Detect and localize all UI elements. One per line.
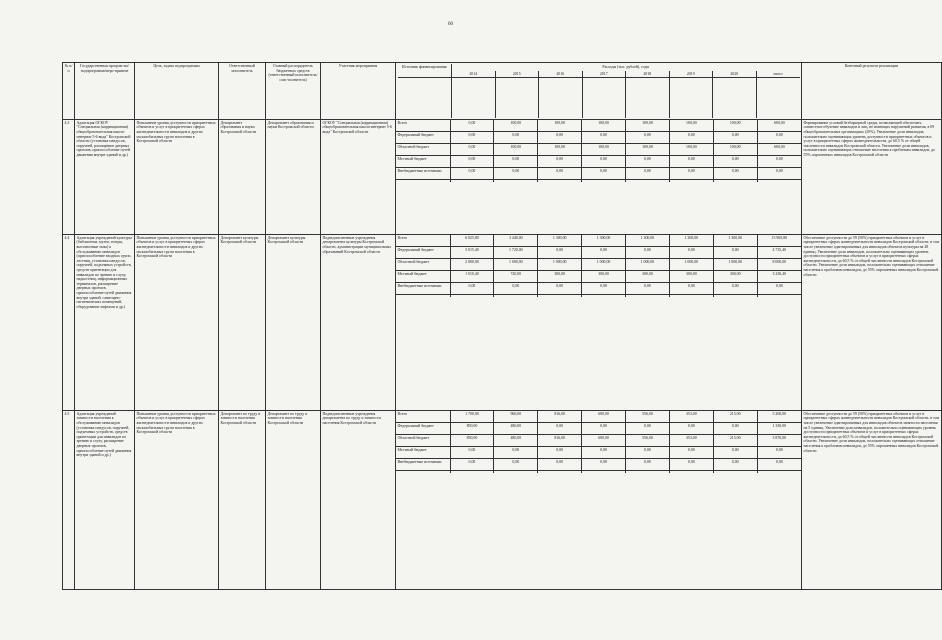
header-manager: Главный распорядитель бюджетных средств (ответственный исполнитель/соис-полнитель) (266, 63, 321, 120)
funding-value: 0,00 (538, 247, 582, 259)
funding-value: 0,00 (494, 132, 538, 144)
row-funding (396, 410, 802, 589)
funding-value: 3 015,40 (450, 247, 494, 259)
header-year: 2015 (495, 71, 539, 78)
funding-value: 1 300,00 (582, 235, 626, 247)
funding-value: 215,00 (713, 411, 757, 423)
funding-value: 600,00 (582, 411, 626, 423)
funding-value: 600,00 (757, 120, 801, 132)
funding-value: 100,00 (494, 144, 538, 156)
funding-value: 300,00 (669, 271, 713, 283)
row-funding (396, 119, 802, 234)
funding-value: 1 000,00 (626, 259, 670, 271)
funding-value: 300,00 (582, 271, 626, 283)
funding-source: Всего (396, 120, 450, 132)
funding-value: 720,00 (494, 271, 538, 283)
funding-value: 0,00 (582, 447, 626, 459)
funding-value: 850,00 (450, 423, 494, 435)
funding-value: 0,00 (669, 447, 713, 459)
funding-value: 0,00 (757, 447, 801, 459)
funding-value: 0,00 (713, 132, 757, 144)
funding-value: 0,00 (538, 423, 582, 435)
row-executor: Департамент культуры Костромской области (219, 234, 266, 410)
funding-row (396, 156, 801, 168)
header-year: 2020 (713, 71, 757, 78)
funding-value: 480,00 (494, 435, 538, 447)
funding-value: 100,00 (538, 144, 582, 156)
funding-row (396, 423, 801, 435)
funding-value: 1 700,00 (450, 411, 494, 423)
header-participant: Участник мероприятия (321, 63, 396, 120)
header-num: № п/п (63, 63, 75, 120)
funding-source: Внебюджетные источники (396, 459, 450, 471)
funding-row (396, 120, 801, 132)
funding-value: 0,00 (757, 459, 801, 471)
row-program: Адаптация учреждений занятости населения к обслуживанию инвалидов (установка пандусов, поручней, подъемных устройств, средств ориентации для инвалидов по зрению и слуху, расширение дверных проемов, приспособление путей движения внутри зданий и др.) (75, 410, 135, 589)
funding-value: 0,00 (538, 447, 582, 459)
funding-value: 100,00 (494, 120, 538, 132)
funding-value: 100,00 (713, 144, 757, 156)
funding-value: 0,00 (757, 283, 801, 295)
funding-value: 0,00 (757, 156, 801, 168)
row-goal: Повышение уровня доступности приоритетных объектов и услуг в приоритетных сферах жизнедеятельности инвалидов и других маломобильных групп населения в Костромской области (135, 410, 219, 589)
funding-value: 2 000,00 (450, 259, 494, 271)
funding-value: 0,00 (582, 283, 626, 295)
funding-value: 0,00 (450, 156, 494, 168)
funding-value: 1 720,00 (494, 247, 538, 259)
funding-value: 1 300,00 (626, 235, 670, 247)
funding-row (396, 168, 801, 180)
funding-row (396, 132, 801, 144)
row-result: Обеспечение доступности до 59 (50%) приоритетных объектов и услуг в приоритетных сферах жизнедеятельности инвалидов Костромской области, в том числе увеличение адаптированных для инвалидов объектов культуры на 28 единиц. Увеличение доли инвалидов, положительно оценивающих уровень доступности приоритетных объектов и услуг в приоритетных сферах жизнедеятельности, до 60,5 % от общей численности инвалидов Костромской области. Увеличение доли инвалидов, положительно оценивающих отношение населения к проблемам инвалидов, до 55% опрошенных инвалидов Костромской области (802, 234, 942, 410)
funding-value: 0,00 (582, 459, 626, 471)
row-manager: Департамент по труду и занятости населения Костромской области (266, 410, 321, 589)
row-funding (396, 234, 802, 410)
funding-value: 0,00 (450, 144, 494, 156)
funding-source: Местный бюджет (396, 271, 450, 283)
funding-source: Местный бюджет (396, 447, 450, 459)
funding-value: 1 000,00 (494, 259, 538, 271)
funding-row (396, 235, 801, 247)
funding-source: Всего (396, 411, 450, 423)
funding-value: 1 000,00 (669, 259, 713, 271)
funding-value: 1 000,00 (713, 259, 757, 271)
funding-value: 1 330,00 (757, 423, 801, 435)
funding-value: 0,00 (494, 156, 538, 168)
funding-value: 0,00 (538, 168, 582, 180)
header-executor: Ответственный исполнитель (219, 63, 266, 120)
funding-source: Всего (396, 235, 450, 247)
funding-value: 3 870,00 (757, 435, 801, 447)
funding-value: 0,00 (713, 168, 757, 180)
funding-value: 100,00 (669, 144, 713, 156)
funding-value: 0,00 (626, 247, 670, 259)
row-result: Обеспечение доступности до 59 (50%) приоритетных объектов и услуг в приоритетных сферах жизнедеятельности инвалидов Костромской области, в том числе увеличение адаптированных для инвалидов объектов занятости населения на 5 единиц. Увеличение доли инвалидов, положительно оценивающих уровень доступности приоритетных объектов и услуг в приоритетных сферах жизнедеятельности, до 60,5 % от общей численности инвалидов Костромской области. Увеличение доли инвалидов, положительно оценивающих отношение населения к проблемам инвалидов, до 55% опрошенных инвалидов Костромской области (802, 410, 942, 589)
funding-source: Областной бюджет (396, 144, 450, 156)
funding-value: 0,00 (494, 459, 538, 471)
funding-value: 0,00 (626, 283, 670, 295)
funding-value: 0,00 (626, 156, 670, 168)
row-goal: Повышение уровня доступности приоритетных объектов и услуг в приоритетных сферах жизнедеятельности инвалидов и других маломобильных групп населения в Костромской области (135, 234, 219, 410)
funding-value: 0,00 (582, 156, 626, 168)
header-funding (396, 63, 802, 120)
funding-source: Федеральный бюджет (396, 423, 450, 435)
row-participant: Подведомственные учреждения департамента культуры Костромской области, администрации муниципальных образований Костромской области (321, 234, 396, 410)
funding-value: 6 025,80 (450, 235, 494, 247)
funding-row (396, 459, 801, 471)
program-row (63, 234, 942, 410)
funding-row (396, 283, 801, 295)
funding-value: 100,00 (626, 120, 670, 132)
funding-value: 0,00 (757, 132, 801, 144)
funding-value: 960,00 (494, 411, 538, 423)
funding-value: 0,00 (494, 447, 538, 459)
header-year: 2019 (669, 71, 713, 78)
funding-value: 0,00 (450, 168, 494, 180)
funding-value: 100,00 (626, 144, 670, 156)
funding-value: 0,00 (538, 156, 582, 168)
funding-value: 100,00 (538, 120, 582, 132)
funding-value: 15 965,80 (757, 235, 801, 247)
funding-value: 300,00 (713, 271, 757, 283)
header-source: Источник финансирования (398, 64, 452, 78)
header-year: 2018 (626, 71, 670, 78)
funding-row (396, 411, 801, 423)
row-participant: ОГКОУ "Специальная (коррекционная) общеобразовательная школа-интернат 5-6 вида" Костромской области (321, 119, 396, 234)
funding-value: 100,00 (582, 144, 626, 156)
funding-value: 0,00 (669, 247, 713, 259)
funding-value: 8 000,00 (757, 259, 801, 271)
funding-value: 300,00 (538, 271, 582, 283)
row-participant: Подведомственные учреждения департамента по труду и занятости населения Костромской области (321, 410, 396, 589)
funding-value: 353,00 (669, 435, 713, 447)
page-number: 60 (448, 22, 453, 27)
header-year: итого (756, 71, 800, 78)
row-executor: Департамент по труду и занятости населения Костромской области (219, 410, 266, 589)
funding-row (396, 144, 801, 156)
funding-value: 0,00 (669, 459, 713, 471)
funding-value: 3 230,40 (757, 271, 801, 283)
funding-value: 850,00 (450, 435, 494, 447)
header-year: 2014 (452, 71, 496, 78)
funding-row (396, 271, 801, 283)
funding-value: 480,00 (494, 423, 538, 435)
header-result: Конечный результат реализации (802, 63, 942, 120)
funding-value: 556,00 (626, 435, 670, 447)
funding-value: 0,00 (669, 283, 713, 295)
funding-value: 0,00 (713, 459, 757, 471)
row-goal: Повышение уровня доступности приоритетных объектов и услуг в приоритетных сферах жизнедеятельности инвалидов и других маломобильных групп населения в Костромской области (135, 119, 219, 234)
funding-source: Областной бюджет (396, 435, 450, 447)
funding-source: Федеральный бюджет (396, 132, 450, 144)
funding-value: 100,00 (669, 120, 713, 132)
funding-value: 353,00 (669, 411, 713, 423)
funding-value: 0,00 (538, 459, 582, 471)
header-year: 2016 (539, 71, 583, 78)
header-costs: Расходы (тыс. рублей), годы (602, 65, 650, 69)
funding-value: 100,00 (713, 120, 757, 132)
program-row (63, 119, 942, 234)
funding-value: 0,00 (582, 423, 626, 435)
row-program: Адаптация ОГКОУ "Специальная (коррекционная) общеобразовательная школа-интернат 5-6 вида" Костромской области (установка пандусов, поручней, расширение дверных проемов, приспособление путей движения внутри зданий и др.) (75, 119, 135, 234)
funding-value: 3 440,00 (494, 235, 538, 247)
funding-value: 816,00 (538, 411, 582, 423)
row-number: 4.5 (63, 410, 75, 589)
funding-value: 0,00 (450, 283, 494, 295)
funding-value: 0,00 (713, 283, 757, 295)
row-executor: Департамент образования и науки Костромской области (219, 119, 266, 234)
funding-value: 0,00 (669, 132, 713, 144)
funding-value: 0,00 (626, 423, 670, 435)
funding-value: 556,00 (626, 411, 670, 423)
funding-value: 5 200,00 (757, 411, 801, 423)
funding-value: 0,00 (669, 156, 713, 168)
row-manager: Департамент культуры Костромской области (266, 234, 321, 410)
funding-value: 0,00 (450, 447, 494, 459)
row-result: Формирование условий безбарьерной среды, позволяющей обеспечить совместное обучение инвалидов и лиц, не имеющих нарушений развития, в 69 общеобразовательных организациях (20%). Увеличение доли инвалидов, положительно оценивающих уровень доступности приоритетных объектов и услуг в приоритетных сферах жизнедеятельности, до 60,5 % от общей численности инвалидов Костромской области. Увеличение доли инвалидов, положительно оценивающих отношение населения к проблемам инвалидов, до 55% опрошенных инвалидов Костромской области (802, 119, 942, 234)
funding-value: 0,00 (450, 459, 494, 471)
funding-source: Внебюджетные источники (396, 168, 450, 180)
header-program: Государственная програм-ма/подпрограмма/меро-приятие (75, 63, 135, 120)
funding-source: Местный бюджет (396, 156, 450, 168)
header-goal: Цель, задача подпрограммы (135, 63, 219, 120)
funding-value: 4 735,40 (757, 247, 801, 259)
funding-value: 0,00 (626, 447, 670, 459)
header-year: 2017 (582, 71, 626, 78)
funding-row (396, 435, 801, 447)
funding-value: 0,00 (713, 156, 757, 168)
funding-value: 0,00 (626, 132, 670, 144)
funding-source: Федеральный бюджет (396, 247, 450, 259)
funding-value: 0,00 (494, 283, 538, 295)
funding-value: 0,00 (494, 168, 538, 180)
funding-value: 0,00 (582, 168, 626, 180)
funding-value: 1 300,00 (669, 235, 713, 247)
program-row (63, 410, 942, 589)
funding-value: 215,00 (713, 435, 757, 447)
program-table (62, 62, 942, 590)
row-program: Адаптация учреждений культуры (библиотеки, музеи, театры, выставочные залы) к обслуживанию инвалидов (приспособление входных групп, лестниц, установка пандусов, поручней, подъемных устройств, средств ориентации для инвалидов по зрению и слуху, надкостниц, информационных терминалов, расширение дверных проемов, приспособление путей движения внутри зданий, санитарно-гигиенических помещений, оборудование лифтами и др.) (75, 234, 135, 410)
funding-value: 0,00 (669, 168, 713, 180)
funding-value: 0,00 (582, 247, 626, 259)
funding-value: 1 000,00 (582, 259, 626, 271)
row-manager: Департамент образования и науки Костромской области (266, 119, 321, 234)
funding-row (396, 247, 801, 259)
funding-value: 1 300,00 (538, 235, 582, 247)
funding-source: Внебюджетные источники (396, 283, 450, 295)
funding-value: 0,00 (713, 247, 757, 259)
funding-value: 0,00 (713, 447, 757, 459)
funding-value: 600,00 (582, 435, 626, 447)
row-number: 4.4 (63, 234, 75, 410)
funding-value: 816,00 (538, 435, 582, 447)
row-number: 4.3 (63, 119, 75, 234)
funding-value: 1 300,00 (713, 235, 757, 247)
funding-value: 600,00 (757, 144, 801, 156)
funding-value: 0,00 (582, 132, 626, 144)
funding-value: 0,00 (713, 423, 757, 435)
funding-value: 0,00 (626, 459, 670, 471)
funding-value: 0,00 (450, 120, 494, 132)
funding-row (396, 447, 801, 459)
funding-source: Областной бюджет (396, 259, 450, 271)
funding-value: 1 000,00 (538, 259, 582, 271)
funding-value: 0,00 (626, 168, 670, 180)
funding-value: 100,00 (582, 120, 626, 132)
funding-value: 0,00 (669, 423, 713, 435)
funding-row (396, 259, 801, 271)
funding-value: 0,00 (538, 132, 582, 144)
header-row (63, 63, 942, 120)
funding-value: 0,00 (450, 132, 494, 144)
funding-value: 0,00 (757, 168, 801, 180)
funding-value: 1 010,40 (450, 271, 494, 283)
funding-value: 0,00 (538, 283, 582, 295)
funding-value: 300,00 (626, 271, 670, 283)
